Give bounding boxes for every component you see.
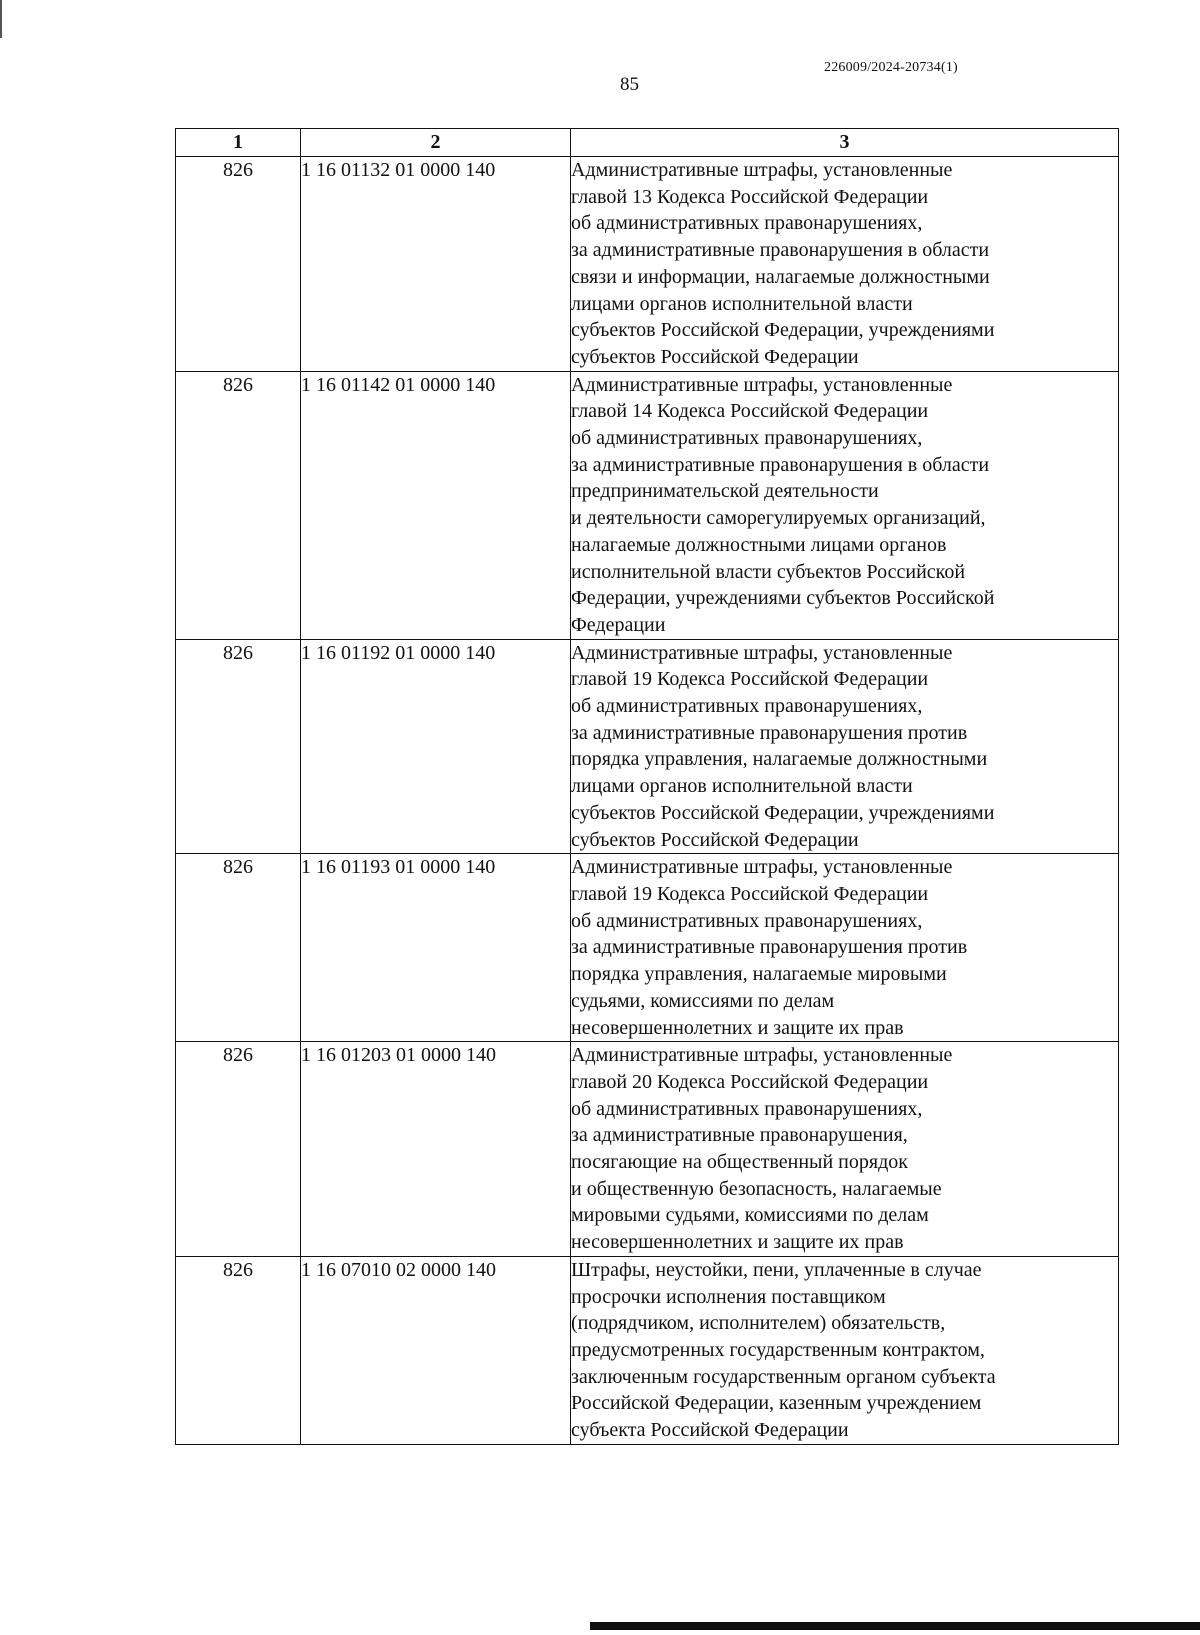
table-row [176,157,1119,372]
description-line: за административные правонарушения в области [571,453,990,476]
description-line: несовершеннолетних и защите их прав [571,1231,904,1254]
column-header-2: 2 [301,129,571,157]
description-line: об административных правонарушениях, [571,1097,923,1120]
description-line: лицами органов исполнительной власти [571,775,913,798]
description-line: порядка управления, налагаемые мировыми [571,963,947,986]
description-cell [571,1042,1119,1257]
description-line: главой 19 Кодекса Российской Федерации [571,668,929,691]
description-line: несовершеннолетних и защите их прав [571,1016,904,1039]
page-number: 85 [620,74,639,95]
description-line: за административные правонарушения, [571,1124,908,1147]
table-header-row [176,129,1119,157]
description-line: и общественную безопасность, налагаемые [571,1177,942,1200]
description-line: Административные штрафы, установленные [571,856,953,879]
description-line: мировыми судьями, комиссиями по делам [571,1204,929,1227]
description-line: посягающие на общественный порядок [571,1151,908,1174]
description-line: Российской Федерации, казенным учреждением [571,1392,982,1415]
description-line: главой 19 Кодекса Российской Федерации [571,882,929,905]
description-line: субъектов Российской Федерации, учреждениями [571,801,995,824]
admin-code-cell: 826 [176,371,301,639]
column-header-3: 3 [571,129,1119,157]
budget-code-cell: 1 16 01193 01 0000 140 [301,854,571,1042]
description-cell [571,639,1119,854]
description-line: (подрядчиком, исполнителем) обязательств, [571,1312,946,1335]
description-line: заключенным государственным органом субъекта [571,1365,996,1388]
description-line: за административные правонарушения в области [571,239,990,262]
description-line: Федерации, учреждениями субъектов Российской [571,587,995,610]
description-line: главой 20 Кодекса Российской Федерации [571,1070,929,1093]
description-line: субъектов Российской Федерации [571,345,859,368]
admin-code-cell: 826 [176,1256,301,1444]
description-line: субъектов Российской Федерации, учреждениями [571,319,995,342]
description-line: об административных правонарушениях, [571,695,923,718]
admin-code-cell: 826 [176,639,301,854]
budget-code-cell: 1 16 01192 01 0000 140 [301,639,571,854]
description-line: за административные правонарушения против [571,721,968,744]
admin-code-cell: 826 [176,854,301,1042]
budget-code-cell: 1 16 01203 01 0000 140 [301,1042,571,1257]
description-line: и деятельности саморегулируемых организаций, [571,507,986,530]
description-line: налагаемые должностными лицами органов [571,533,947,556]
description-line: об административных правонарушениях, [571,909,923,932]
admin-code-cell: 826 [176,157,301,372]
table-row [176,639,1119,854]
description-line: об административных правонарушениях, [571,212,923,235]
description-line: Административные штрафы, установленные [571,373,953,396]
description-line: субъекта Российской Федерации [571,1419,849,1442]
budget-code-cell: 1 16 01142 01 0000 140 [301,371,571,639]
description-cell [571,1256,1119,1444]
description-line: за административные правонарушения против [571,936,968,959]
description-cell [571,157,1119,372]
description-line: Административные штрафы, установленные [571,641,953,664]
description-line: связи и информации, налагаемые должностными [571,265,990,288]
column-header-1: 1 [176,129,301,157]
description-line: судьями, комиссиями по делам [571,989,835,1012]
description-line: главой 14 Кодекса Российской Федерации [571,400,929,423]
budget-code-cell: 1 16 01132 01 0000 140 [301,157,571,372]
description-cell [571,854,1119,1042]
description-cell [571,371,1119,639]
revenue-codes-table [175,128,1119,1445]
table-body [176,157,1119,1445]
document-number: 226009/2024-20734(1) [824,60,958,75]
table-row [176,371,1119,639]
scan-edge-mark [0,0,2,38]
description-line: Административные штрафы, установленные [571,159,953,181]
description-line: порядка управления, налагаемые должностными [571,748,988,771]
budget-code-cell: 1 16 07010 02 0000 140 [301,1256,571,1444]
table-row [176,1256,1119,1444]
description-line: Федерации [571,613,666,636]
description-line: предусмотренных государственным контрактом, [571,1338,985,1361]
admin-code-cell: 826 [176,1042,301,1257]
description-line: предпринимательской деятельности [571,480,879,503]
description-line: об административных правонарушениях, [571,427,923,450]
description-line: лицами органов исполнительной власти [571,292,913,315]
description-line: Штрафы, неустойки, пени, уплаченные в случае [571,1258,982,1281]
scan-bottom-bar [590,1622,1200,1630]
description-line: субъектов Российской Федерации [571,828,859,851]
description-line: Административные штрафы, установленные [571,1044,953,1067]
table-row [176,1042,1119,1257]
table-row [176,854,1119,1042]
description-line: просрочки исполнения поставщиком [571,1285,886,1308]
description-line: исполнительной власти субъектов Российской [571,560,966,583]
description-line: главой 13 Кодекса Российской Федерации [571,185,929,208]
